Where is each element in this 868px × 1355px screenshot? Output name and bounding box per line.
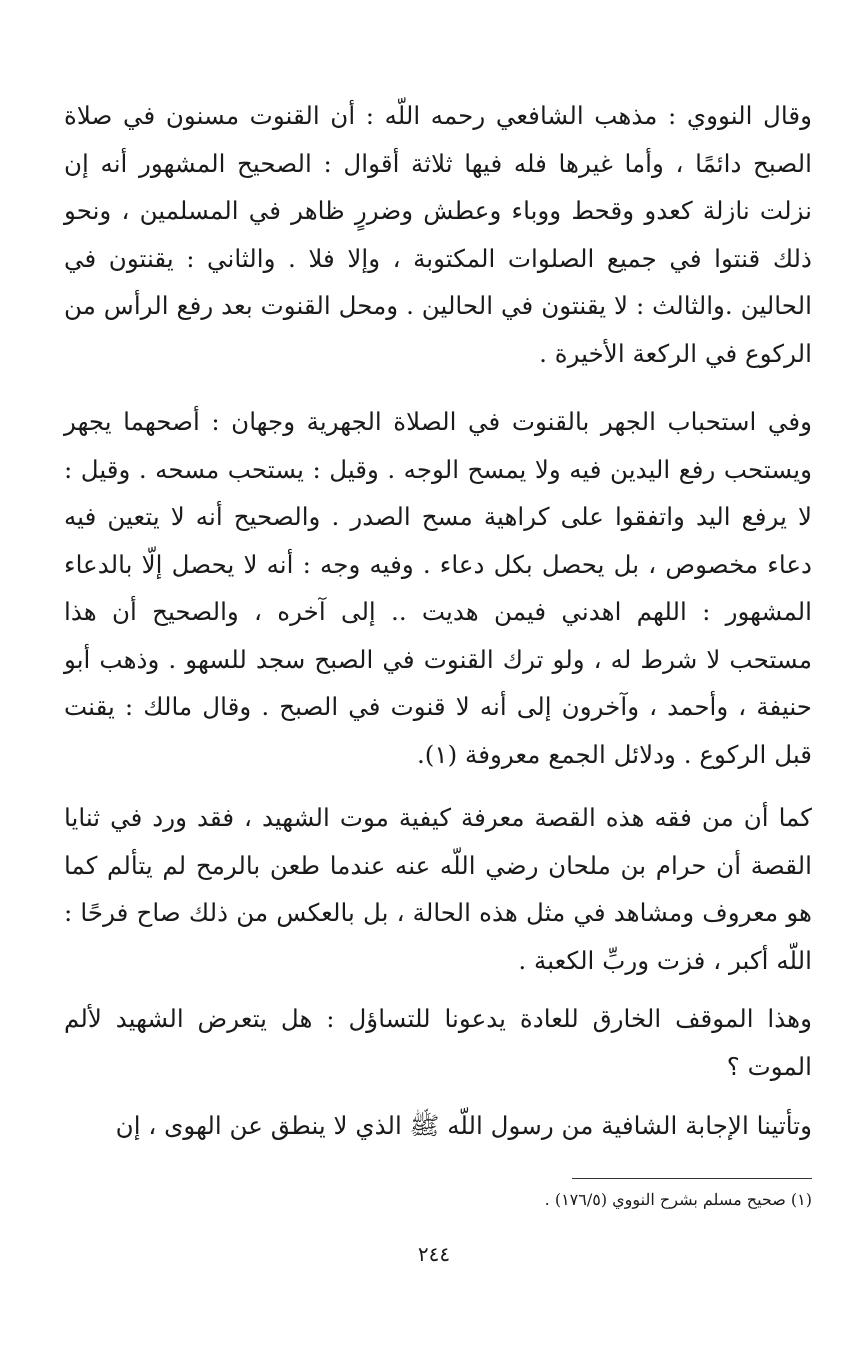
paragraph-5: وتأتينا الإجابة الشافية من رسول اللّه ﷺ الذي لا ينطق عن الهوى ، إن — [115, 1111, 812, 1140]
paragraph-3: كما أن من فقه هذه القصة معرفة كيفية موت الشهيد ، فقد ورد في ثنايا القصة أن حرام بن ملحان رضي اللّه عنه عندما طعن بالرمح لم يتألم كما هو معروف ومشاهد في مثل هذه الحالة ، بل بالعكس من ذلك صاح فرحًا : اللّه أكبر ، فزت وربِّ الكعبة . — [64, 803, 812, 975]
paragraph-4: وهذا الموقف الخارق للعادة يدعونا للتساؤل : هل يتعرض الشهيد لألم الموت ؟ — [64, 1004, 812, 1081]
footnote: (١) صحيح مسلم بشرح النووي (١٧٦/٥) . — [544, 1190, 812, 1209]
footnote-divider — [572, 1178, 812, 1179]
paragraph-1: وقال النووي : مذهب الشافعي رحمه اللّه : أن القنوت مسنون في صلاة الصبح دائمًا ، وأما غيرها فله فيها ثلاثة أقوال : الصحيح المشهور أنه إن نزلت نازلة كعدو وقحط ووباء وعطش وضررٍ ظاهر في المسلمين ، ونحو ذلك قنتوا في جميع الصلوات المكتوبة ، وإلا فلا . والثاني : يقنتون في الحالين .والثالث : لا يقنتون في الحالين . ومحل القنوت بعد رفع الرأس من الركوع في الركعة الأخيرة . — [64, 101, 812, 368]
page-body — [64, 92, 812, 1150]
page-number: ٢٤٤ — [417, 1242, 451, 1266]
paragraph-2: وفي استحباب الجهر بالقنوت في الصلاة الجهرية وجهان : أصحهما يجهر ويستحب رفع اليدين فيه ولا يمسح الوجه . وقيل : يستحب مسحه . وقيل : لا يرفع اليد واتفقوا على كراهية مسح الصدر . والصحيح أنه لا يتعين فيه دعاء مخصوص ، بل يحصل بكل دعاء . وفيه وجه : أنه لا يحصل إلّا بالدعاء المشهور : اللهم اهدني فيمن هديت .. إلى آخره ، والصحيح أن هذا مستحب لا شرط له ، ولو ترك القنوت في الصبح سجد للسهو . وذهب أبو حنيفة ، وأحمد ، وآخرون إلى أنه لا قنوت في الصبح . وقال مالك : يقنت قبل الركوع . ودلائل الجمع معروفة (١). — [64, 407, 812, 769]
